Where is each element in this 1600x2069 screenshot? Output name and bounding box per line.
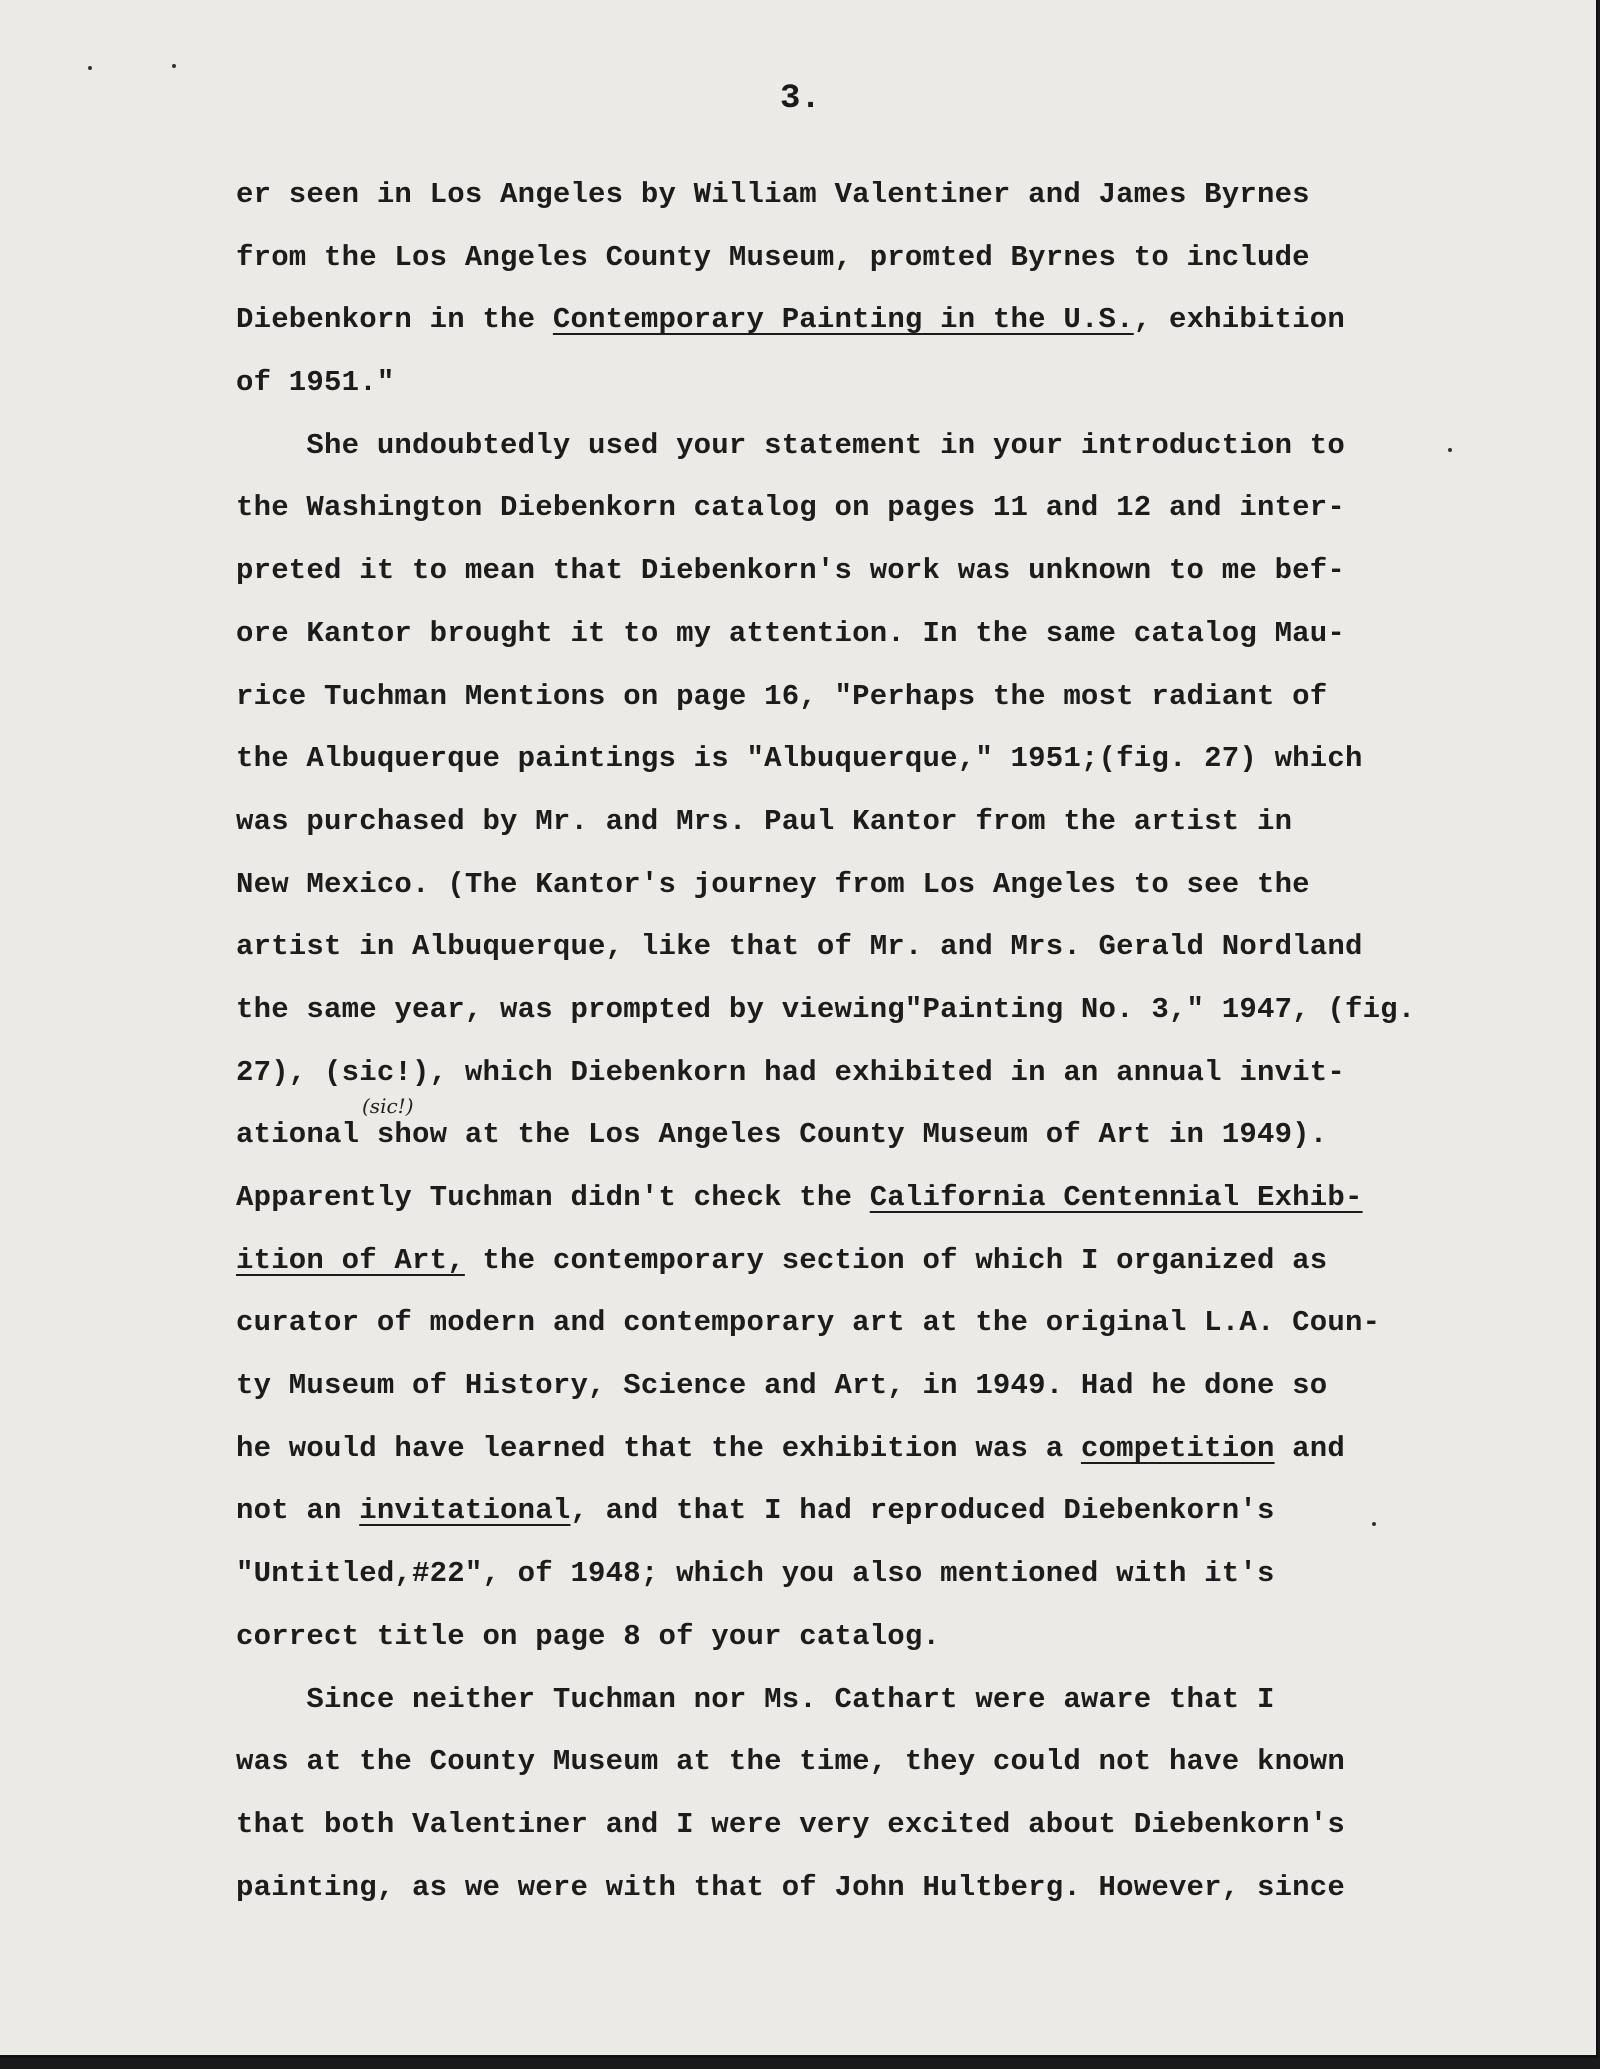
text-line (236, 227, 1486, 290)
text-line (236, 1042, 1486, 1105)
text-line (236, 1167, 1486, 1230)
text-line (236, 289, 1486, 352)
page-number: 3. (780, 80, 821, 118)
text-line (236, 1292, 1486, 1355)
text-segment: the contemporary section of which I organized as (464, 1243, 1328, 1277)
text-line (236, 477, 1486, 540)
text-segment: preted it to mean that Diebenkorn's work was unknown to me bef- (236, 554, 1345, 588)
speck (88, 66, 92, 70)
text-segment: from the Los Angeles County Museum, promted Byrnes to include (236, 240, 1310, 274)
text-segment: New Mexico. (The Kantor's journey from Los Angeles to see the (236, 867, 1310, 901)
text-segment: , and that I had reproduced Diebenkorn's (570, 1494, 1275, 1528)
text-segment: was at the County Museum at the time, they could not have known (236, 1745, 1345, 1779)
text-line (236, 352, 1486, 415)
handwritten-sic-annotation: (sic!) (362, 1094, 414, 1118)
text-segment: She undoubtedly used your statement in your introduction to (236, 428, 1345, 462)
text-segment: rice Tuchman Mentions on page 16, "Perhaps the most radiant of (236, 679, 1328, 713)
text-segment: the same year, was prompted by viewing"Painting No. 3," 1947, (fig. (236, 992, 1416, 1026)
text-segment: Since neither Tuchman nor Ms. Cathart were aware that I (236, 1682, 1275, 1716)
text-segment: the Washington Diebenkorn catalog on pages 11 and 12 and inter- (236, 491, 1345, 525)
text-line (236, 728, 1486, 791)
text-line (236, 415, 1486, 478)
text-line (236, 1480, 1486, 1543)
text-segment: ational show at the Los Angeles County Museum of Art in 1949). (236, 1118, 1328, 1152)
text-segment: artist in Albuquerque, like that of Mr. and Mrs. Gerald Nordland (236, 930, 1363, 964)
text-segment: not an (236, 1494, 360, 1528)
text-segment: that both Valentiner and I were very excited about Diebenkorn's (236, 1807, 1345, 1841)
text-segment: the Albuquerque paintings is "Albuquerque," 1951;(fig. 27) which (236, 742, 1363, 776)
speck (172, 64, 176, 68)
text-line (236, 164, 1486, 227)
text-line (236, 1355, 1486, 1418)
underlined-title: invitational (359, 1494, 571, 1528)
text-segment: ty Museum of History, Science and Art, in 1949. Had he done so (236, 1369, 1328, 1403)
text-segment: Diebenkorn in the (236, 303, 553, 337)
text-line (236, 1731, 1486, 1794)
text-segment: and (1274, 1431, 1345, 1465)
text-segment: curator of modern and contemporary art at the original L.A. Coun- (236, 1306, 1381, 1340)
letter-body (236, 164, 1486, 1919)
text-line (236, 854, 1486, 917)
text-segment: he would have learned that the exhibition was a (236, 1431, 1081, 1465)
text-line (236, 1857, 1486, 1920)
text-line (236, 666, 1486, 729)
text-segment: ore Kantor brought it to my attention. In the same catalog Mau- (236, 616, 1345, 650)
text-line (236, 1104, 1486, 1167)
underlined-title: ition of Art, (236, 1243, 465, 1277)
text-segment: "Untitled,#22", of 1948; which you also mentioned with it's (236, 1557, 1275, 1591)
text-line (236, 1669, 1486, 1732)
text-line (236, 1543, 1486, 1606)
text-line (236, 1794, 1486, 1857)
text-line (236, 1606, 1486, 1669)
text-segment: Apparently Tuchman didn't check the (236, 1181, 870, 1214)
underlined-title: California Centennial Exhib- (869, 1181, 1363, 1214)
text-segment: , exhibition (1133, 303, 1345, 337)
underlined-title: competition (1080, 1431, 1275, 1465)
text-segment: correct title on page 8 of your catalog. (236, 1619, 941, 1653)
underlined-title: Contemporary Painting in the U.S. (552, 303, 1134, 337)
text-line (236, 791, 1486, 854)
text-segment: of 1951." (236, 366, 395, 400)
text-segment: er seen in Los Angeles by William Valentiner and James Byrnes (236, 178, 1310, 211)
text-line (236, 540, 1486, 603)
text-line (236, 603, 1486, 666)
text-segment: was purchased by Mr. and Mrs. Paul Kantor from the artist in (236, 804, 1293, 838)
text-line (236, 979, 1486, 1042)
text-line (236, 916, 1486, 979)
text-line (236, 1418, 1486, 1481)
text-segment: painting, as we were with that of John Hultberg. However, since (236, 1870, 1345, 1904)
text-segment: 27), (sic!), which Diebenkorn had exhibited in an annual invit- (236, 1055, 1345, 1089)
text-line (236, 1230, 1486, 1293)
